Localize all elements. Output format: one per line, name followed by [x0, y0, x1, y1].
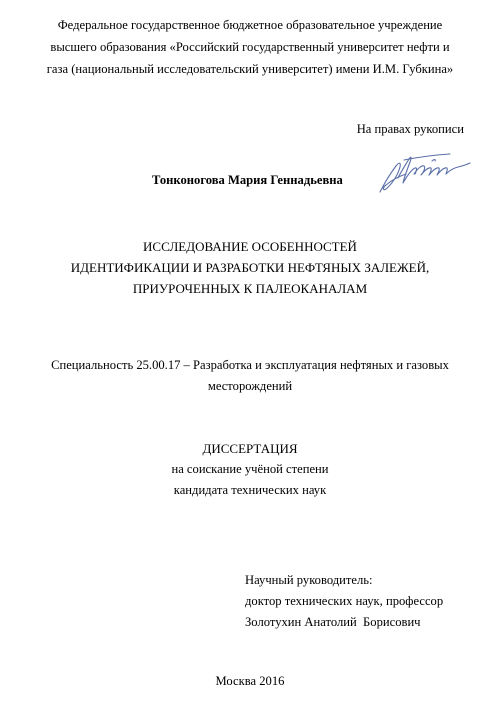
organization-line: Федеральное государственное бюджетное образовательное учреждение — [57, 18, 443, 32]
dissertation-title — [0, 236, 500, 299]
specialty-line: месторождений — [207, 379, 293, 393]
organization-line: газа (национальный исследовательский университет) имени И.М. Губкина» — [46, 62, 454, 76]
supervisor-name: Золотухин Анатолий Борисович — [245, 615, 421, 629]
organization-header — [0, 14, 500, 80]
title-line: ИДЕНТИФИКАЦИИ И РАЗРАБОТКИ НЕФТЯНЫХ ЗАЛЕЖЕЙ, — [70, 260, 430, 275]
degree-line: на соискание учёной степени — [171, 462, 329, 476]
title-line: ПРИУРОЧЕННЫХ К ПАЛЕОКАНАЛАМ — [132, 281, 368, 296]
dissertation-heading: ДИССЕРТАЦИЯ — [202, 441, 298, 456]
city-year: Москва 2016 — [215, 674, 285, 688]
supervisor-degree: доктор технических наук, профессор — [245, 594, 444, 608]
title-line: ИССЛЕДОВАНИЕ ОСОБЕННОСТЕЙ — [143, 239, 357, 254]
rights-note: На правах рукописи — [356, 122, 464, 136]
specialty-line: Специальность 25.00.17 – Разработка и эксплуатация нефтяных и газовых — [51, 358, 449, 372]
signature-icon — [374, 148, 474, 198]
dissertation-type — [0, 438, 500, 501]
degree-line: кандидата технических наук — [173, 483, 327, 497]
specialty-text — [0, 355, 500, 397]
supervisor-info — [245, 570, 443, 633]
supervisor-label: Научный руководитель: — [245, 573, 373, 587]
organization-line: высшего образования «Российский государственный университет нефти и — [50, 40, 450, 54]
author-name: Тонконогова Мария Геннадьевна — [152, 173, 343, 187]
